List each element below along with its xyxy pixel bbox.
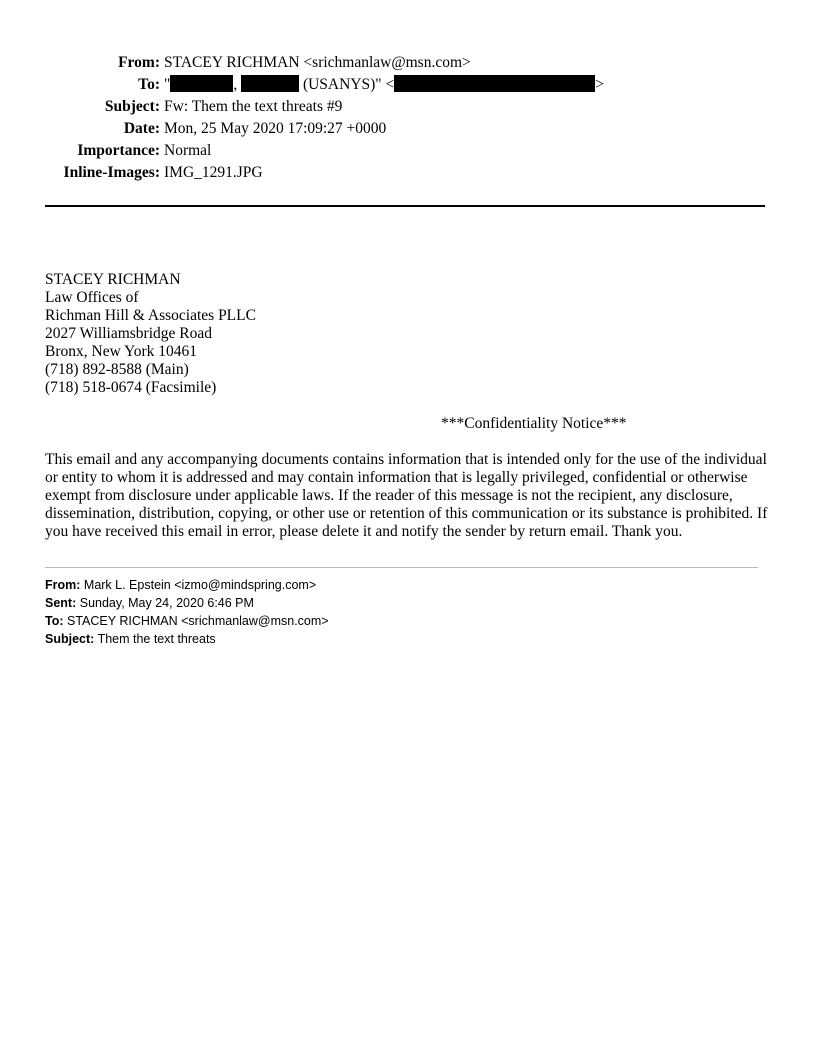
forwarded-header xyxy=(45,576,329,648)
header-date-row xyxy=(0,118,816,140)
to-org: (USANYS)" < xyxy=(299,76,395,93)
signature-line: 2027 Williamsbridge Road xyxy=(45,325,212,342)
signature-line: STACEY RICHMAN xyxy=(45,271,181,288)
to-comma: , xyxy=(233,76,238,93)
to-label: To: xyxy=(138,76,160,93)
forwarded-from-row xyxy=(45,576,329,594)
header-subject-row xyxy=(0,96,816,118)
to-suffix: > xyxy=(595,76,604,93)
header-inline-images-row xyxy=(0,162,816,184)
signature-line: Bronx, New York 10461 xyxy=(45,343,197,360)
from-label: From: xyxy=(118,54,160,71)
signature-block xyxy=(45,271,256,397)
date-value: Mon, 25 May 2020 17:09:27 +0000 xyxy=(164,120,387,137)
forwarded-sent-row xyxy=(45,594,329,612)
forwarded-subject-label: Subject: xyxy=(45,632,95,646)
signature-line: Law Offices of xyxy=(45,289,139,306)
signature-line: (718) 518-0674 (Facsimile) xyxy=(45,379,217,396)
email-header xyxy=(0,52,816,184)
subject-label: Subject: xyxy=(104,98,160,115)
forwarded-sent-value: Sunday, May 24, 2020 6:46 PM xyxy=(79,596,254,610)
forwarded-from-value: Mark L. Epstein <izmo@mindspring.com> xyxy=(83,578,317,592)
to-value xyxy=(164,74,604,96)
confidentiality-title: ***Confidentiality Notice*** xyxy=(441,415,627,432)
forwarded-subject-value: Them the text threats xyxy=(97,632,216,646)
signature-line: Richman Hill & Associates PLLC xyxy=(45,307,256,324)
confidentiality-body: This email and any accompanying documents contains information that is intended only for the use of the individual or entity to whom it is addressed and may contain information that is legally privileged, confidential or otherwise exempt from disclosure under applicable laws. If the reader of this message is not the recipient, any disclosure, dissemination, distribution, copying, or other use or retention of this communication or its substance is prohibited. If you have received this email in error, please delete it and notify the sender by return email. Thank you. xyxy=(45,451,768,540)
importance-label: Importance: xyxy=(77,142,160,159)
importance-value: Normal xyxy=(164,142,212,159)
redaction-block xyxy=(170,75,233,92)
redaction-block xyxy=(394,75,595,92)
forwarded-to-row xyxy=(45,612,329,630)
forwarded-sent-label: Sent: xyxy=(45,596,77,610)
inline-images-label: Inline-Images: xyxy=(63,164,160,181)
forwarded-to-value: STACEY RICHMAN <srichmanlaw@msn.com> xyxy=(67,614,329,628)
forwarded-from-label: From: xyxy=(45,578,81,592)
subject-value: Fw: Them the text threats #9 xyxy=(164,98,343,115)
to-prefix: " xyxy=(164,76,171,93)
signature-line: (718) 892-8588 (Main) xyxy=(45,361,189,378)
redaction-block xyxy=(241,75,299,92)
header-divider xyxy=(45,205,765,207)
from-value: STACEY RICHMAN <srichmanlaw@msn.com> xyxy=(164,54,471,71)
forwarded-to-label: To: xyxy=(45,614,64,628)
header-to-row xyxy=(0,74,816,96)
inline-images-value: IMG_1291.JPG xyxy=(164,164,263,181)
header-importance-row xyxy=(0,140,816,162)
forward-divider xyxy=(45,567,758,568)
forwarded-subject-row xyxy=(45,630,329,648)
date-label: Date: xyxy=(123,120,160,137)
header-from-row xyxy=(0,52,816,74)
